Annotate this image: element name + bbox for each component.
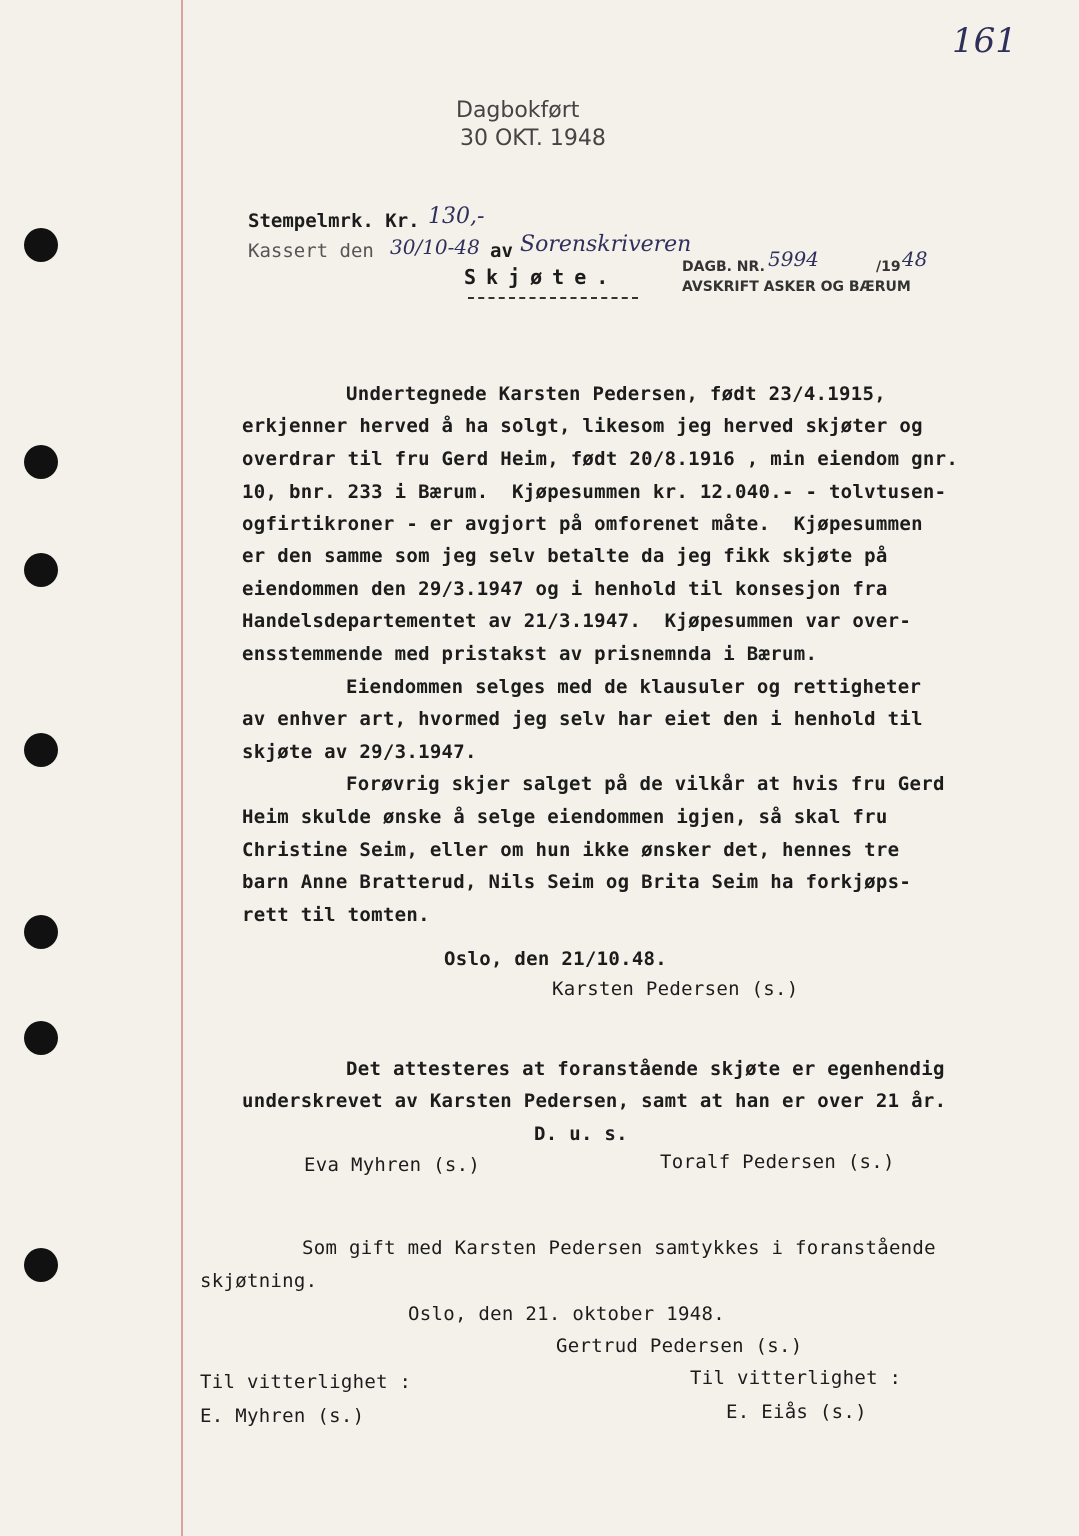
witness-right: Toralf Pedersen (s.) <box>660 1151 895 1173</box>
margin-line <box>181 0 183 1536</box>
place-date: Oslo, den 21/10.48. <box>444 948 668 970</box>
attest-line: Det attesteres at foranstående skjøte er egenhendig <box>346 1058 945 1080</box>
body-line: eiendommen den 29/3.1947 og i henhold til konsesjon fra <box>242 578 888 600</box>
body-line: overdrar til fru Gerd Heim, født 20/8.1916 , min eiendom gnr. <box>242 448 959 470</box>
punch-hole <box>24 733 58 767</box>
punch-hole <box>24 1021 58 1055</box>
witness-left: Eva Myhren (s.) <box>304 1154 481 1176</box>
avskrift-stamp: AVSKRIFT ASKER OG BÆRUM <box>682 279 911 295</box>
consent-line: skjøtning. <box>200 1270 318 1292</box>
stempel-label: Stempelmrk. Kr. <box>248 210 420 232</box>
body-line: Handelsdepartementet av 21/3.1947. Kjøpesummen var over- <box>242 610 912 632</box>
body-line: er den samme som jeg selv betalte da jeg fikk skjøte på <box>242 545 888 567</box>
body-line: ensstemmende med pristakst av prisnemnda i Bærum. <box>242 643 818 665</box>
stamp-dagbokfort: Dagbokført <box>456 98 580 123</box>
attest-line: underskrevet av Karsten Pedersen, samt at han er over 21 år. <box>242 1090 947 1112</box>
dagb-number: 5994 <box>768 247 819 271</box>
punch-hole <box>24 915 58 949</box>
punch-hole <box>24 1248 58 1282</box>
place-date: Oslo, den 21. oktober 1948. <box>408 1303 725 1325</box>
signer: Karsten Pedersen (s.) <box>552 978 799 1000</box>
punch-hole <box>24 553 58 587</box>
kassert-date: 30/10-48 <box>390 235 480 259</box>
dagb-year-prefix: /19 <box>876 259 901 275</box>
body-line: Forøvrig skjer salget på de vilkår at hvis fru Gerd <box>346 773 945 795</box>
body-line: erkjenner herved å ha solgt, likesom jeg herved skjøter og <box>242 415 923 437</box>
body-line: Eiendommen selges med de klausuler og rettigheter <box>346 676 922 698</box>
kassert-by: Sorenskriveren <box>520 232 692 257</box>
dagb-label: DAGB. NR. <box>682 259 765 275</box>
vitterlighet-left-name: E. Myhren (s.) <box>200 1405 365 1427</box>
body-line: Christine Seim, eller om hun ikke ønsker det, hennes tre <box>242 839 900 861</box>
body-line: 10, bnr. 233 i Bærum. Kjøpesummen kr. 12.040.- - tolvtusen- <box>242 481 947 503</box>
vitterlighet-right-name: E. Eiås (s.) <box>726 1401 867 1423</box>
body-line: skjøte av 29/3.1947. <box>242 741 477 763</box>
body-line: barn Anne Bratterud, Nils Seim og Brita Seim ha forkjøps- <box>242 871 912 893</box>
body-line: av enhver art, hvormed jeg selv har eiet den i henhold til <box>242 708 923 730</box>
title-underline <box>468 297 638 299</box>
body-line: Heim skulde ønske å selge eiendommen igjen, så skal fru <box>242 806 888 828</box>
page-number: 161 <box>952 21 1017 61</box>
dagb-year: 48 <box>902 247 928 271</box>
document-title: Skjøte. <box>464 265 619 289</box>
consent-line: Som gift med Karsten Pedersen samtykkes i foranstående <box>302 1237 936 1259</box>
punch-hole <box>24 445 58 479</box>
kassert-label: Kassert den <box>248 240 374 262</box>
vitterlighet-right-label: Til vitterlighet : <box>690 1367 902 1389</box>
stamp-date: 30 OKT. 1948 <box>460 126 606 151</box>
stempel-value: 130,- <box>428 204 485 229</box>
body-line: rett til tomten. <box>242 904 430 926</box>
dus: D. u. s. <box>534 1123 628 1145</box>
kassert-av: av <box>490 240 513 262</box>
body-line: ogfirtikroner - er avgjort på omforenet måte. Kjøpesummen <box>242 513 923 535</box>
punch-hole <box>24 228 58 262</box>
signer: Gertrud Pedersen (s.) <box>556 1335 803 1357</box>
vitterlighet-left-label: Til vitterlighet : <box>200 1371 412 1393</box>
body-line: Undertegnede Karsten Pedersen, født 23/4.1915, <box>346 383 886 405</box>
